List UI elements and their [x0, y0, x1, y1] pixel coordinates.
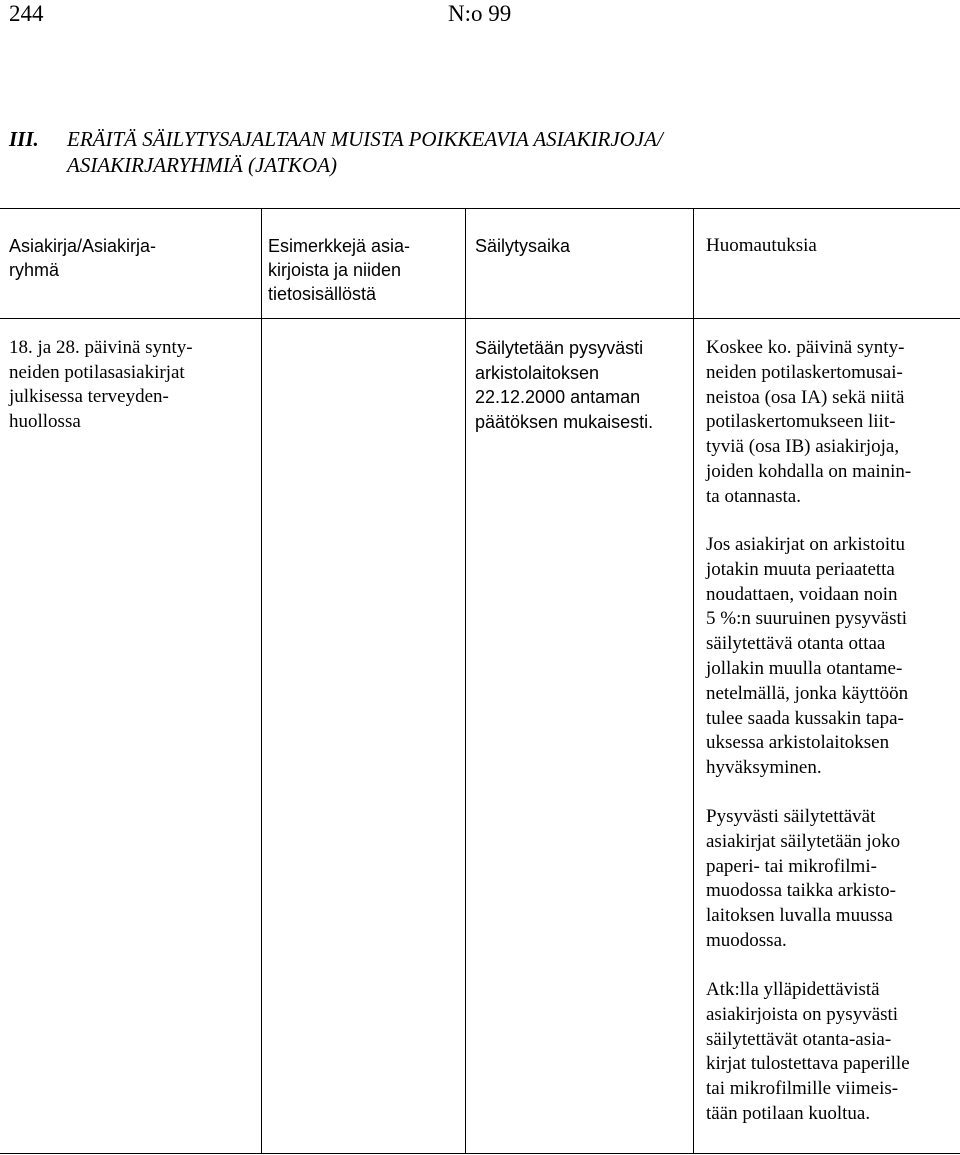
section-heading [9, 126, 939, 178]
header-retention [475, 234, 570, 258]
remark-line: jollakin muulla otantame- [706, 657, 903, 679]
remark-line: netelmällä, jonka käyttöön [706, 682, 909, 704]
header-examples-line: kirjoista ja niiden [268, 260, 402, 280]
remark-paragraph-1 [706, 336, 956, 510]
table-header-rule [0, 318, 960, 319]
row-document-line: 18. ja 28. päivinä synty- [9, 337, 193, 358]
row-document [9, 336, 193, 434]
header-examples-line: tietosisällöstä [268, 284, 377, 304]
section-roman-numeral: III. [9, 127, 39, 151]
remark-line: joiden kohdalla on mainin- [706, 460, 912, 482]
table-top-rule [0, 208, 960, 209]
remark-line: neistoa (osa IA) sekä niitä [706, 386, 905, 408]
remark-line: neiden potilaskertomusai- [706, 361, 903, 383]
remark-line: uksessa arkistolaitoksen [706, 732, 890, 754]
page-number: 244 [9, 1, 44, 26]
column-divider-3 [693, 208, 694, 1154]
remark-line: Atk:lla ylläpidettävistä [706, 979, 880, 1000]
remark-line: ta otannasta. [706, 485, 801, 507]
remark-line: paperi- tai mikrofilmi- [706, 855, 877, 877]
remark-line: potilaskertomukseen liit- [706, 411, 896, 433]
remark-line: tyviä (osa IB) asiakirjoja, [706, 436, 900, 458]
remark-line: jotakin muuta periaatetta [706, 558, 895, 580]
column-divider-1 [261, 208, 262, 1154]
remark-paragraph-3 [706, 805, 956, 954]
section-title-line2: ASIAKIRJARYHMIÄ (JATKOA) [67, 153, 338, 177]
header-examples-line: Esimerkkejä asia- [268, 236, 411, 256]
remark-line: hyväksyminen. [706, 757, 822, 779]
remark-line: asiakirjat säilytetään joko [706, 830, 901, 852]
remark-line: säilytettävät otanta-asia- [706, 1028, 892, 1050]
remark-line: asiakirjoista on pysyvästi [706, 1003, 899, 1025]
row-retention-line: päätöksen mukaisesti. [475, 411, 654, 432]
remark-paragraph-2 [706, 533, 956, 781]
remark-line: Koskee ko. päivinä synty- [706, 337, 905, 358]
remark-line: laitoksen luvalla muussa [706, 905, 893, 927]
remark-line: tään potilaan kuoltua. [706, 1102, 871, 1124]
row-document-line: neiden potilasasiakirjat [9, 361, 185, 383]
header-retention-line: Säilytysaika [475, 236, 571, 256]
section-title-line1: ERÄITÄ SÄILYTYSAJALTAAN MUISTA POIKKEAVIA ASIAKIRJOJA/ [67, 127, 663, 151]
remark-line: kirjat tulostettava paperille [706, 1053, 910, 1075]
remark-line: Jos asiakirjat on arkistoitu [706, 534, 905, 555]
header-document-line: ryhmä [9, 260, 60, 280]
remark-line: muodossa taikka arkisto- [706, 880, 896, 902]
column-divider-2 [465, 208, 466, 1154]
remark-line: tai mikrofilmille viimeis- [706, 1078, 899, 1100]
row-retention [475, 336, 653, 434]
row-retention-line: Säilytetään pysyvästi [475, 338, 644, 358]
row-document-line: julkisessa terveyden- [9, 386, 169, 407]
row-document-line: huollossa [9, 410, 81, 432]
header-document [9, 234, 156, 282]
table-bottom-rule [0, 1153, 960, 1154]
header-examples [268, 234, 410, 306]
header-remarks-line: Huomautuksia [706, 235, 817, 256]
issue-number: N:o 99 [448, 1, 512, 26]
remark-line: noudattaen, voidaan noin [706, 583, 898, 605]
row-retention-line: 22.12.2000 antaman [475, 387, 641, 407]
remark-paragraph-4 [706, 978, 956, 1127]
remark-line: 5 %:n suuruinen pysyvästi [706, 608, 908, 630]
header-document-line: Asiakirja/Asiakirja- [9, 236, 157, 256]
remark-line: muodossa. [706, 929, 787, 951]
remark-line: tulee saada kussakin tapa- [706, 707, 904, 729]
header-remarks [706, 234, 817, 258]
row-retention-line: arkistolaitoksen [475, 362, 600, 383]
remark-line: säilytettävä otanta ottaa [706, 633, 886, 655]
remark-line: Pysyvästi säilytettävät [706, 806, 876, 827]
